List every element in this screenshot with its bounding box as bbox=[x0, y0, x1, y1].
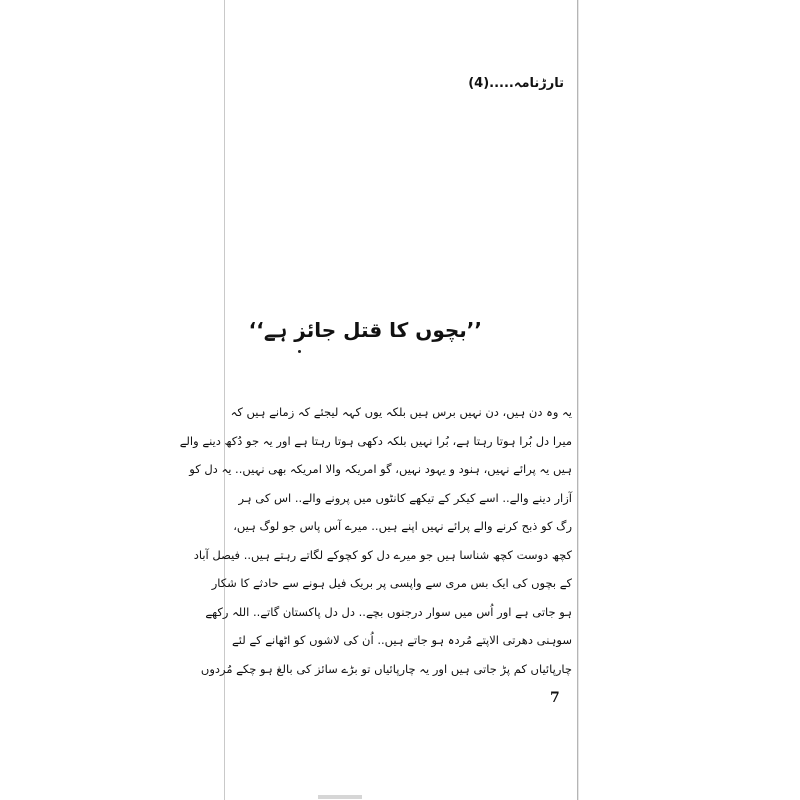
body-line: یہ وہ دن ہیں، دن نہیں برس ہیں بلکہ یوں کہہ لیجئے کہ زمانے ہیں کہ bbox=[230, 405, 572, 419]
body-line: رگ کو ذبح کرنے والے پرائے نہیں اپنے ہیں.. میرے آس پاس جو لوگ ہیں، bbox=[233, 519, 572, 533]
page-number: 7 bbox=[550, 690, 560, 706]
body-text bbox=[179, 398, 572, 683]
body-line: کچھ دوست کچھ شناسا ہیں جو میرے دل کو کچوکے لگاتے رہتے ہیں.. فیصل آباد bbox=[193, 547, 572, 562]
body-line: کے بچوں کی ایک بس مری سے واپسی پر بریک فیل ہونے سے حادثے کا شکار bbox=[211, 576, 572, 590]
body-line: میرا دل بُرا ہوتا رہتا ہے، بُرا نہیں بلکہ دکھی ہوتا رہتا ہے اور یہ جو دُکھ دینے والے bbox=[179, 433, 572, 448]
body-line: چارپائیاں کم پڑ جاتی ہیں اور یہ چارپائیاں تو بڑے سائز کی بالغ ہو چکے مُردوں bbox=[200, 661, 572, 676]
body-line: سوہنی دھرتی الاپتے مُردہ ہو جاتے ہیں.. اُن کی لاشوں کو اٹھانے کے لئے bbox=[231, 633, 572, 647]
body-line: ہو جاتی ہے اور اُس میں سوار درجنوں بچے.. دل دل پاکستان گاتے.. اللہ رکھے bbox=[205, 604, 572, 619]
running-header: تارڑنامہ.....(4) bbox=[468, 76, 564, 91]
bottom-edge-mark bbox=[318, 795, 362, 799]
body-line: ہیں یہ پرائے نہیں، ہنود و یہود نہیں، گو امریکہ والا امریکہ بھی نہیں.. یہ دل کو bbox=[189, 462, 572, 476]
ink-speck bbox=[298, 350, 301, 353]
chapter-title: ’’بچوں کا قتل جائز ہے‘‘ bbox=[248, 318, 482, 342]
body-line: آزار دینے والے.. اسے کیکر کے تیکھے کانٹوں میں پرونے والے.. اس کی ہر bbox=[238, 490, 572, 505]
